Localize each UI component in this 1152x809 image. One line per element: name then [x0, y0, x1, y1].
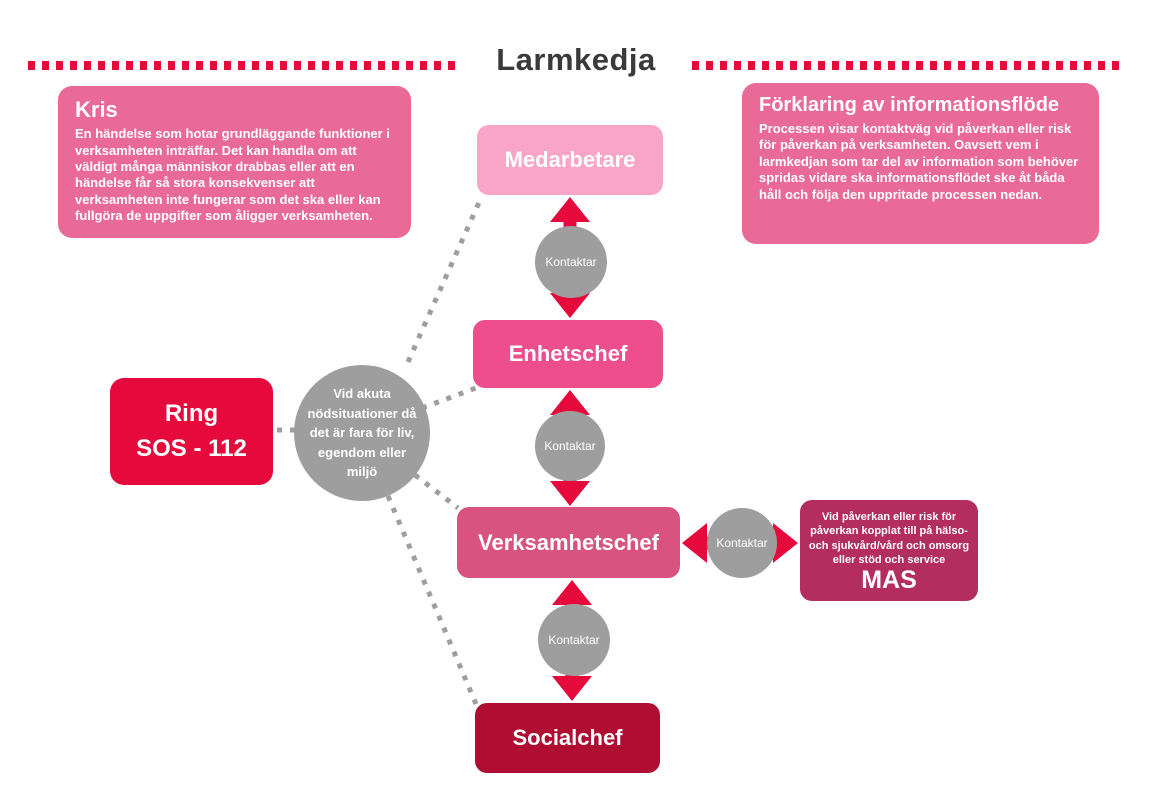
chain-box-socialchef [475, 703, 660, 773]
chain-box-verksamhetschef-label: Verksamhetschef [478, 529, 659, 555]
kontaktar-circle-mas-label: Kontaktar [716, 536, 768, 550]
infoflow-panel [742, 83, 1099, 244]
kontaktar-circle-3-label: Kontaktar [548, 633, 600, 647]
dotted-line-circle-to-medarbetare [408, 198, 481, 362]
mas-box-label: MAS [861, 566, 917, 595]
dotted-line-circle-to-enhetschef [422, 388, 476, 408]
kris-panel-body: En händelse som hotar grundläggande funktioner i verksamheten inträffar. Det kan handla om att väldigt många människor drabbas eller att en händelse får så stora konsekvenser att verksamheten inte fungerar som det ska eller kan fullgöra de uppgifter som åligger verksamheten. [75, 126, 390, 224]
infoflow-panel-body: Processen visar kontaktväg vid påverkan eller risk för påverkan på verksamheten. Oavsett vem i larmkedjan som tar del av information som behöver spridas vidare ska informationsflödet ske åt båda håll och följa den uppritade processen nedan. [759, 121, 1079, 202]
chain-box-enhetschef [473, 320, 663, 388]
sos-box-line2: SOS - 112 [136, 434, 247, 462]
page-title: Larmkedja [496, 42, 656, 77]
sos-box [110, 378, 273, 485]
kontaktar-circle-2 [535, 411, 605, 481]
chain-box-medarbetare-label: Medarbetare [504, 147, 636, 172]
chain-box-medarbetare [477, 125, 663, 195]
infoflow-panel-title: Förklaring av informationsflöde [759, 94, 1060, 116]
kontaktar-circle-mas [707, 508, 777, 578]
chain-box-verksamhetschef [457, 507, 680, 578]
kontaktar-circle-3 [538, 604, 610, 676]
sos-box-line1: Ring [164, 399, 219, 427]
mas-box [800, 500, 978, 601]
kontaktar-circle-1 [535, 226, 607, 298]
emergency-circle [294, 365, 430, 501]
kris-panel [58, 86, 411, 238]
kontaktar-circle-2-label: Kontaktar [544, 439, 596, 453]
chain-box-socialchef-label: Socialchef [512, 725, 623, 750]
emergency-circle-text: Vid akuta nödsituationer då det är fara för liv, egendom eller miljö [307, 386, 417, 480]
chain-box-enhetschef-label: Enhetschef [508, 341, 628, 366]
kontaktar-circle-1-label: Kontaktar [545, 255, 597, 269]
mas-box-body: Vid påverkan eller risk för påverkan kopplat till på hälso- och sjukvård/vård och omsorg eller stöd och service [808, 511, 970, 566]
kris-panel-title: Kris [75, 97, 118, 122]
